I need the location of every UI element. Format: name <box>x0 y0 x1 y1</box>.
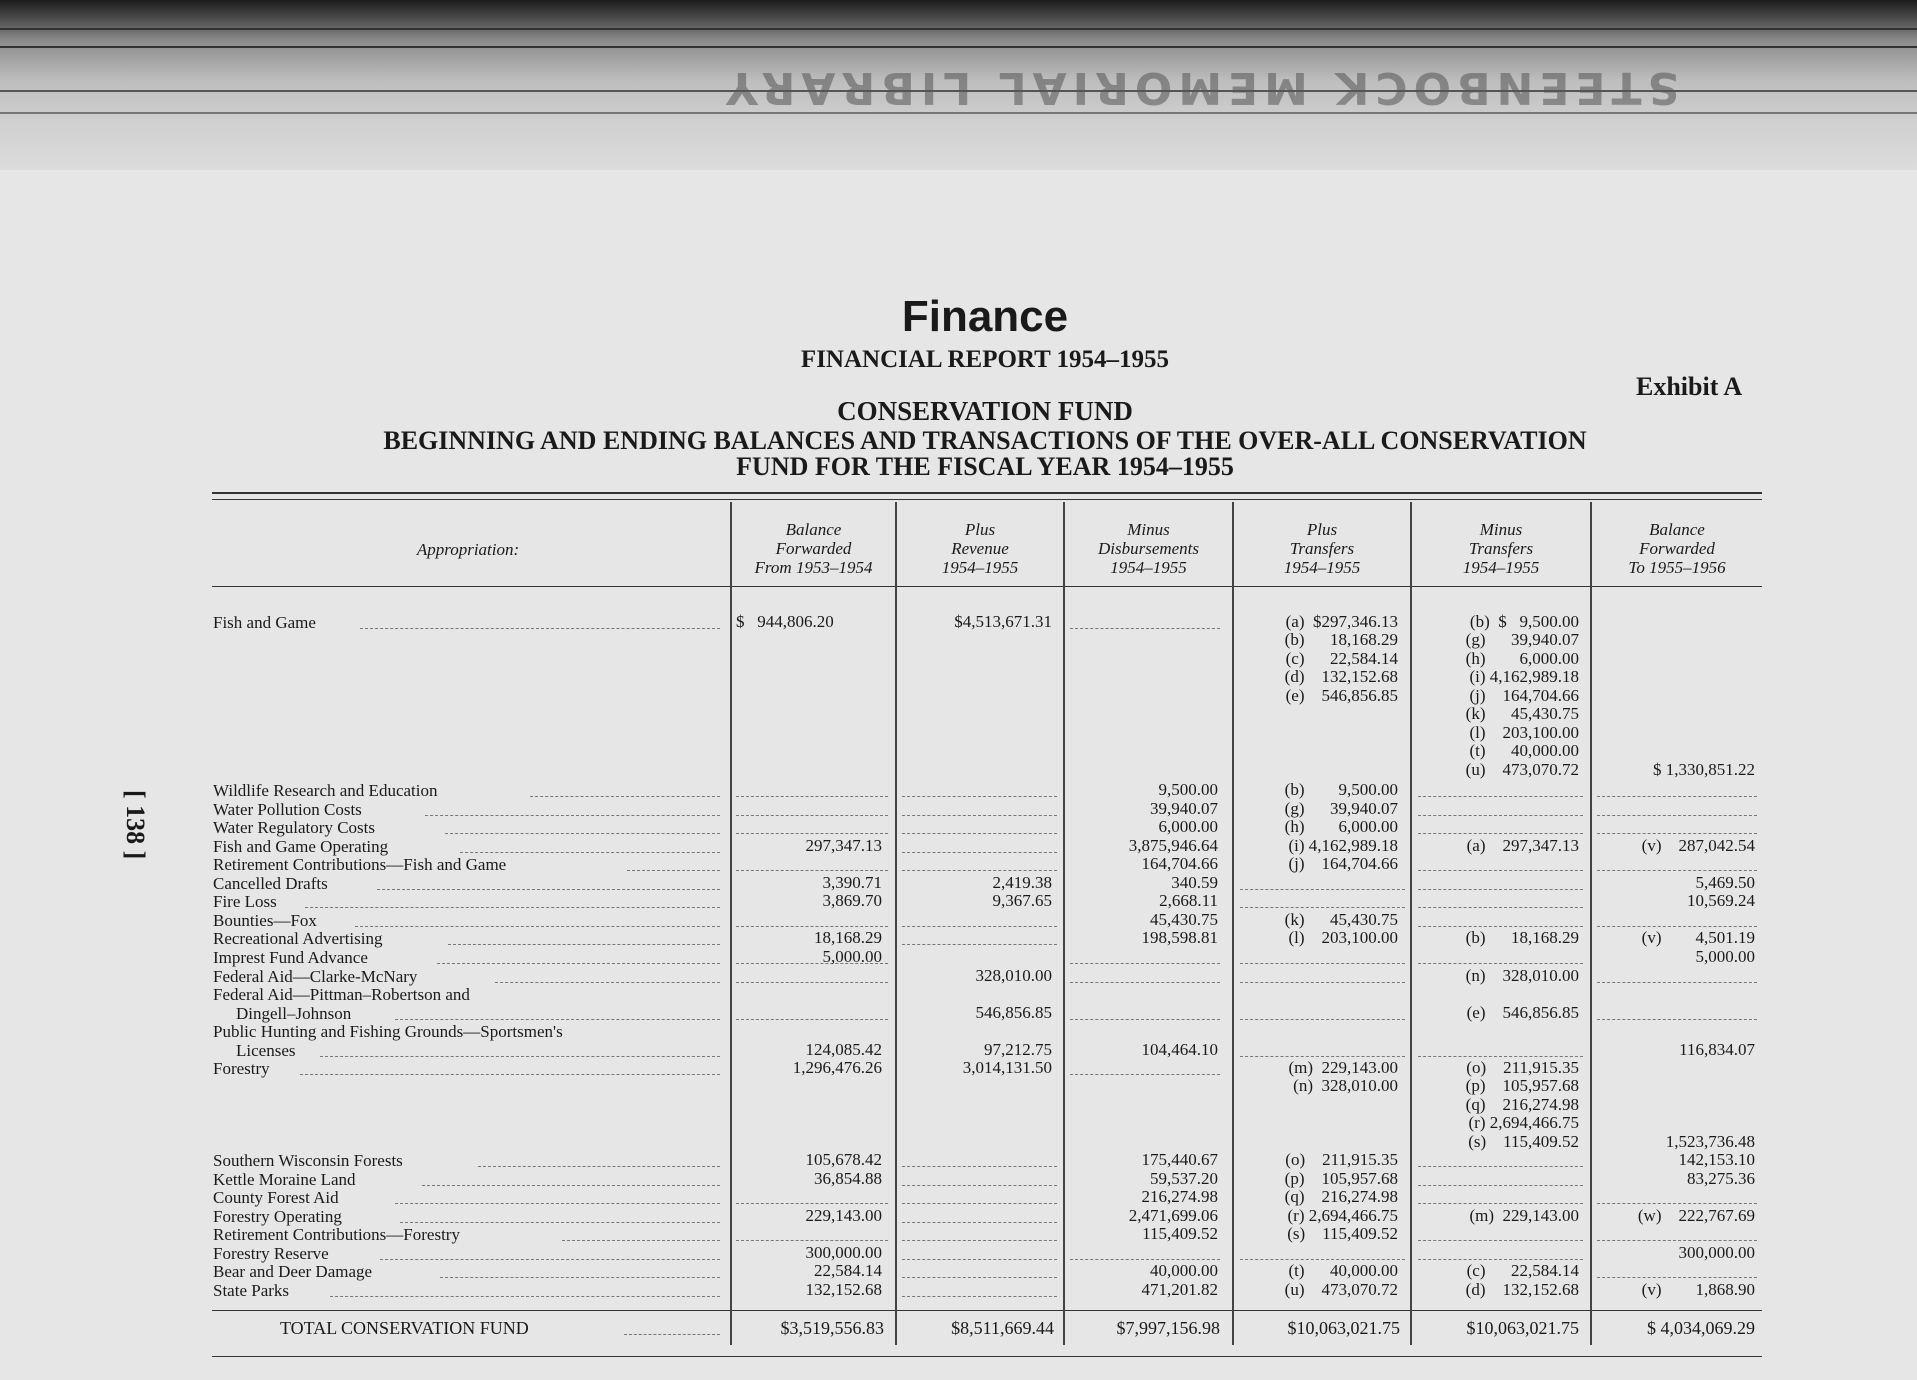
blank-cell <box>1418 1240 1583 1241</box>
blank-cell <box>1418 1166 1583 1167</box>
col-divider <box>1410 502 1412 1345</box>
cell-transfer-in: (a) $297,346.13 <box>1285 612 1398 631</box>
blank-cell <box>1418 1056 1583 1057</box>
blank-cell <box>1418 833 1583 834</box>
blank-cell <box>736 870 888 871</box>
cell-disbursement: 2,668.11 <box>1159 891 1218 910</box>
blank-cell <box>902 1185 1057 1186</box>
cell-disbursement: 39,940.07 <box>1150 799 1218 818</box>
col-divider <box>1063 502 1065 1345</box>
row-label: Southern Wisconsin Forests <box>213 1151 403 1170</box>
blank-cell <box>1070 628 1220 629</box>
blank-cell <box>736 1019 888 1020</box>
cell-balance-from: 105,678.42 <box>805 1150 882 1169</box>
cell-balance-from: 229,143.00 <box>805 1206 882 1225</box>
cell-disbursement: 40,000.00 <box>1150 1261 1218 1280</box>
cell-transfer-in: (d) 132,152.68 <box>1284 667 1398 686</box>
cell-balance-from: 297,347.13 <box>805 836 882 855</box>
blank-cell <box>1240 1019 1405 1020</box>
leader-line <box>448 944 720 945</box>
cell-balance-to: 83,275.36 <box>1687 1169 1755 1188</box>
cell-balance-to: (v) 1,868.90 <box>1641 1280 1755 1299</box>
header-line: Balance <box>1649 520 1705 539</box>
row-label: Water Regulatory Costs <box>213 818 375 837</box>
blank-cell <box>1597 796 1757 797</box>
header-plus-transfers <box>1234 520 1410 577</box>
cell-revenue: 328,010.00 <box>975 966 1052 985</box>
cell-balance-to: $ 1,330,851.22 <box>1653 760 1755 779</box>
cell-transfer-in: (t) 40,000.00 <box>1288 1261 1398 1280</box>
blank-cell <box>902 1240 1057 1241</box>
row-label: Fish and Game Operating <box>213 837 389 856</box>
cell-balance-from: 3,869.70 <box>822 891 882 910</box>
cell-balance-to: 300,000.00 <box>1678 1243 1755 1262</box>
cell-disbursement: 3,875,946.64 <box>1128 836 1218 855</box>
cell-transfer-in: (r) 2,694,466.75 <box>1287 1206 1398 1225</box>
table-subtitle <box>260 428 1710 480</box>
cell-transfer-out: (a) 297,347.13 <box>1466 836 1579 855</box>
cell-revenue: 9,367.65 <box>992 891 1052 910</box>
header-line: Plus <box>964 520 996 539</box>
header-plus-revenue <box>897 520 1063 577</box>
leader-line <box>627 870 720 871</box>
row-label: Wildlife Research and Education <box>213 781 438 800</box>
subtitle-line-2: FUND FOR THE FISCAL YEAR 1954–1955 <box>736 452 1234 481</box>
blank-cell <box>1597 1240 1757 1241</box>
header-line: To 1955–1956 <box>1628 558 1726 577</box>
library-stamp: STEENBOCK MEMORIAL LIBRARY <box>720 62 1680 113</box>
leader-line <box>400 1222 720 1223</box>
cell-disbursement: 6,000.00 <box>1158 817 1218 836</box>
blank-cell <box>1418 926 1583 927</box>
header-line: Revenue <box>951 539 1009 558</box>
row-label: Cancelled Drafts <box>213 874 328 893</box>
total-label: TOTAL CONSERVATION FUND <box>280 1318 529 1338</box>
blank-cell <box>736 1203 888 1204</box>
col-divider <box>1232 502 1234 1345</box>
cell-transfer-in: (g) 39,940.07 <box>1284 799 1398 818</box>
blank-cell <box>1240 1259 1405 1260</box>
blank-cell <box>736 796 888 797</box>
header-line: Minus <box>1127 520 1170 539</box>
cell-transfer-out: (b) 18,168.29 <box>1465 928 1579 947</box>
total-balance-from: $3,519,556.83 <box>780 1318 884 1338</box>
leader-line <box>460 852 720 853</box>
cell-disbursement: 340.59 <box>1171 873 1218 892</box>
cell-balance-to: (v) 287,042.54 <box>1641 836 1755 855</box>
leader-line <box>355 926 720 927</box>
cell-disbursement: 216,274.98 <box>1141 1187 1218 1206</box>
cell-revenue: 3,014,131.50 <box>962 1058 1052 1077</box>
blank-cell <box>1418 963 1583 964</box>
cell-transfer-in: (q) 216,274.98 <box>1284 1187 1398 1206</box>
cell-transfer-out: (n) 328,010.00 <box>1465 966 1579 985</box>
leader-line <box>380 1259 720 1260</box>
blank-cell <box>1597 870 1757 871</box>
header-line: Minus <box>1479 520 1523 539</box>
header-balance-forwarded-to <box>1592 520 1762 577</box>
row-label: Federal Aid—Clarke-McNary <box>213 967 418 986</box>
exhibit-label: Exhibit A <box>1636 372 1743 401</box>
cell-disbursement: 104,464.10 <box>1141 1040 1218 1059</box>
blank-cell <box>1240 907 1405 908</box>
cell-transfer-in: (o) 211,915.35 <box>1285 1150 1398 1169</box>
cell-disbursement: 59,537.20 <box>1150 1169 1218 1188</box>
blank-cell <box>1597 1203 1757 1204</box>
cell-transfer-out: (e) 546,856.85 <box>1466 1003 1579 1022</box>
leader-line <box>330 1296 720 1297</box>
blank-cell <box>1597 1277 1757 1278</box>
row-label: Forestry Reserve <box>213 1244 329 1263</box>
blank-cell <box>902 852 1057 853</box>
header-line: 1954–1955 <box>941 558 1019 577</box>
leader-line <box>478 1166 720 1167</box>
total-disbursements: $7,997,156.98 <box>1116 1318 1220 1338</box>
cell-balance-to: 116,834.07 <box>1679 1040 1755 1059</box>
blank-cell <box>736 815 888 816</box>
row-label: Federal Aid—Pittman–Robertson and <box>213 985 470 1004</box>
blank-cell <box>1597 815 1757 816</box>
header-line: 1954–1955 <box>1462 558 1540 577</box>
total-transfers-out: $10,063,021.75 <box>1466 1318 1579 1338</box>
col-divider <box>1590 502 1592 1345</box>
leader-line <box>395 1019 720 1020</box>
blank-cell <box>902 1259 1057 1260</box>
total-balance-to: $ 4,034,069.29 <box>1647 1318 1755 1338</box>
header-line: Balance <box>785 520 842 539</box>
cell-revenue: 2,419.38 <box>992 873 1052 892</box>
cell-revenue: 546,856.85 <box>975 1003 1052 1022</box>
header-line: Transfers <box>1468 539 1534 558</box>
row-label: Licenses <box>236 1041 296 1060</box>
cell-transfer-in: (s) 115,409.52 <box>1287 1224 1398 1243</box>
leader-line <box>437 963 720 964</box>
blank-cell <box>902 944 1057 945</box>
cell-balance-to: 5,469.50 <box>1695 873 1755 892</box>
row-label: Kettle Moraine Land <box>213 1170 356 1189</box>
blank-cell <box>1240 889 1405 890</box>
cell-balance-from: 124,085.42 <box>805 1040 882 1059</box>
row-label: Water Pollution Costs <box>213 800 362 819</box>
blank-cell <box>1418 907 1583 908</box>
cell-balance-to: 142,153.10 <box>1678 1150 1755 1169</box>
col-divider <box>730 502 732 1345</box>
leader-line <box>425 815 720 816</box>
row-label: Retirement Contributions—Fish and Game <box>213 855 507 874</box>
cell-transfer-in: (j) 164,704.66 <box>1288 854 1398 873</box>
cell-transfer-out: (p) 105,957.68 <box>1465 1076 1579 1095</box>
header-appropriation: Appropriation: <box>416 540 520 559</box>
col-divider <box>895 502 897 1345</box>
cell-transfer-in: (m) 229,143.00 <box>1288 1058 1398 1077</box>
cell-transfer-in: (b) 9,500.00 <box>1284 780 1398 799</box>
total-transfers-in: $10,063,021.75 <box>1287 1318 1400 1338</box>
row-label: Imprest Fund Advance <box>213 948 368 967</box>
cell-transfer-out: (g) 39,940.07 <box>1465 630 1579 649</box>
cell-disbursement: 45,430.75 <box>1150 910 1218 929</box>
blank-cell <box>1418 1185 1583 1186</box>
cell-transfer-out: (d) 132,152.68 <box>1465 1280 1579 1299</box>
cell-balance-from: 18,168.29 <box>814 928 882 947</box>
cell-disbursement: 164,704.66 <box>1141 854 1218 873</box>
top-rule <box>212 492 1762 494</box>
leader-line <box>530 796 720 797</box>
leader-line <box>305 907 720 908</box>
cell-revenue: $4,513,671.31 <box>954 612 1052 631</box>
blank-cell <box>736 1240 888 1241</box>
blank-cell <box>1418 889 1583 890</box>
cell-disbursement: 198,598.81 <box>1141 928 1218 947</box>
row-label: Forestry Operating <box>213 1207 342 1226</box>
row-label: Recreational Advertising <box>213 929 383 948</box>
blank-cell <box>902 926 1057 927</box>
leader-line <box>422 1185 720 1186</box>
cell-transfer-out: (m) 229,143.00 <box>1469 1206 1579 1225</box>
cell-transfer-out: (s) 115,409.52 <box>1468 1132 1579 1151</box>
cell-balance-from: 36,854.88 <box>814 1169 882 1188</box>
cell-transfer-out: (u) 473,070.72 <box>1465 760 1579 779</box>
cell-transfer-in: (b) 18,168.29 <box>1284 630 1398 649</box>
cell-balance-from: $ 944,806.20 <box>736 612 834 631</box>
row-label: County Forest Aid <box>213 1188 339 1207</box>
blank-cell <box>1070 1074 1220 1075</box>
header-minus-transfers <box>1412 520 1590 577</box>
blank-cell <box>1597 1019 1757 1020</box>
blank-cell <box>902 1166 1057 1167</box>
header-minus-disbursements <box>1065 520 1232 577</box>
leader-line <box>495 982 720 983</box>
row-label: Public Hunting and Fishing Grounds—Sportsmen's <box>213 1022 563 1041</box>
cell-balance-to: (v) 4,501.19 <box>1641 928 1755 947</box>
blank-cell <box>1418 1203 1583 1204</box>
subtitle-line-1: BEGINNING AND ENDING BALANCES AND TRANSACTIONS OF THE OVER-ALL CONSERVATION <box>383 426 1587 455</box>
blank-cell <box>902 1203 1057 1204</box>
blank-cell <box>1597 833 1757 834</box>
cell-balance-from: 1,296,476.26 <box>792 1058 882 1077</box>
header-balance-forwarded-from <box>732 520 895 577</box>
cell-balance-from: 22,584.14 <box>814 1261 882 1280</box>
header-line: Forwarded <box>1639 539 1715 558</box>
leader-line <box>300 1074 720 1075</box>
leader-line <box>624 1334 720 1335</box>
header-line: 1954–1955 <box>1110 558 1187 577</box>
cell-balance-to: (w) 222,767.69 <box>1637 1206 1755 1225</box>
blank-cell <box>1597 926 1757 927</box>
total-revenue: $8,511,669.44 <box>951 1318 1054 1338</box>
leader-line <box>395 1203 720 1204</box>
blank-cell <box>902 833 1057 834</box>
cell-disbursement: 2,471,699.06 <box>1128 1206 1218 1225</box>
cell-balance-from: 5,000.00 <box>822 947 882 966</box>
blank-cell <box>1418 870 1583 871</box>
header-rule <box>212 586 1762 587</box>
cell-balance-to: 5,000.00 <box>1695 947 1755 966</box>
header-line: Plus <box>1306 520 1338 539</box>
blank-cell <box>1070 963 1220 964</box>
cell-transfer-in: (l) 203,100.00 <box>1288 928 1398 947</box>
cell-balance-to: 10,569.24 <box>1687 891 1755 910</box>
row-label: State Parks <box>213 1281 290 1300</box>
row-label: Retirement Contributions—Forestry <box>213 1225 460 1244</box>
leader-line <box>320 1056 720 1057</box>
blank-cell <box>1418 815 1583 816</box>
cell-transfer-in: (i) 4,162,989.18 <box>1288 836 1398 855</box>
header-line: Disbursements <box>1097 539 1200 558</box>
leader-line <box>445 833 720 834</box>
cell-disbursement: 9,500.00 <box>1158 780 1218 799</box>
cell-transfer-in: (k) 45,430.75 <box>1284 910 1398 929</box>
blank-cell <box>1597 982 1757 983</box>
blank-cell <box>902 815 1057 816</box>
cell-transfer-out: (i) 4,162,989.18 <box>1469 667 1579 686</box>
blank-cell <box>1070 982 1220 983</box>
top-rule-thin <box>212 499 1762 500</box>
cell-disbursement: 175,440.67 <box>1141 1150 1218 1169</box>
cell-transfer-out: (t) 40,000.00 <box>1469 741 1579 760</box>
cell-transfer-in: (p) 105,957.68 <box>1284 1169 1398 1188</box>
cell-transfer-out: (c) 22,584.14 <box>1466 1261 1579 1280</box>
header-line: 1954–1955 <box>1283 558 1361 577</box>
cell-transfer-out: (r) 2,694,466.75 <box>1468 1113 1579 1132</box>
row-label: Fire Loss <box>213 892 277 911</box>
cell-revenue: 97,212.75 <box>984 1040 1052 1059</box>
header-line: Forwarded <box>775 539 852 558</box>
blank-cell <box>1240 1056 1405 1057</box>
cell-balance-from: 300,000.00 <box>805 1243 882 1262</box>
blank-cell <box>736 833 888 834</box>
blank-cell <box>902 1277 1057 1278</box>
cell-balance-from: 132,152.68 <box>805 1280 882 1299</box>
header-line: From 1953–1954 <box>754 558 873 577</box>
book-top-edge <box>0 0 1917 170</box>
blank-cell <box>902 870 1057 871</box>
cell-transfer-out: (o) 211,915.35 <box>1466 1058 1579 1077</box>
leader-line <box>562 1240 720 1241</box>
cell-transfer-in: (e) 546,856.85 <box>1285 686 1398 705</box>
cell-transfer-out: (l) 203,100.00 <box>1469 723 1579 742</box>
bottom-rule <box>212 1356 1762 1357</box>
leader-line <box>360 628 720 629</box>
blank-cell <box>1070 1259 1220 1260</box>
page-number: [ 138 ] <box>121 790 150 860</box>
blank-cell <box>902 1296 1057 1297</box>
cell-transfer-out: (h) 6,000.00 <box>1465 649 1579 668</box>
blank-cell <box>736 926 888 927</box>
blank-cell <box>1240 963 1405 964</box>
row-label: Forestry <box>213 1059 270 1078</box>
page-title: Finance <box>901 292 1069 341</box>
cell-transfer-in: (h) 6,000.00 <box>1284 817 1398 836</box>
cell-transfer-out: (j) 164,704.66 <box>1469 686 1579 705</box>
header-line: Transfers <box>1289 539 1355 558</box>
cell-transfer-in: (n) 328,010.00 <box>1293 1076 1398 1095</box>
blank-cell <box>1240 982 1405 983</box>
blank-cell <box>902 1222 1057 1223</box>
cell-transfer-in: (c) 22,584.14 <box>1285 649 1398 668</box>
row-label: Bear and Deer Damage <box>213 1262 373 1281</box>
report-title: FINANCIAL REPORT 1954–1955 <box>800 346 1170 373</box>
total-rule-top <box>212 1310 1762 1311</box>
leader-line <box>440 1277 720 1278</box>
row-label: Bounties—Fox <box>213 911 317 930</box>
cell-balance-from: 3,390.71 <box>822 873 882 892</box>
cell-disbursement: 115,409.52 <box>1142 1224 1218 1243</box>
fund-title: CONSERVATION FUND <box>837 396 1133 426</box>
cell-transfer-out: (k) 45,430.75 <box>1465 704 1579 723</box>
blank-cell <box>736 982 888 983</box>
row-label: Dingell–Johnson <box>236 1004 352 1023</box>
blank-cell <box>1418 796 1583 797</box>
blank-cell <box>902 796 1057 797</box>
leader-line <box>377 889 720 890</box>
cell-transfer-in: (u) 473,070.72 <box>1284 1280 1398 1299</box>
blank-cell <box>1070 1019 1220 1020</box>
blank-cell <box>1418 1259 1583 1260</box>
cell-disbursement: 471,201.82 <box>1141 1280 1218 1299</box>
cell-transfer-out: (b) $ 9,500.00 <box>1469 612 1579 631</box>
row-label: Fish and Game <box>213 613 316 632</box>
cell-balance-to: 1,523,736.48 <box>1665 1132 1755 1151</box>
cell-transfer-out: (q) 216,274.98 <box>1465 1095 1579 1114</box>
